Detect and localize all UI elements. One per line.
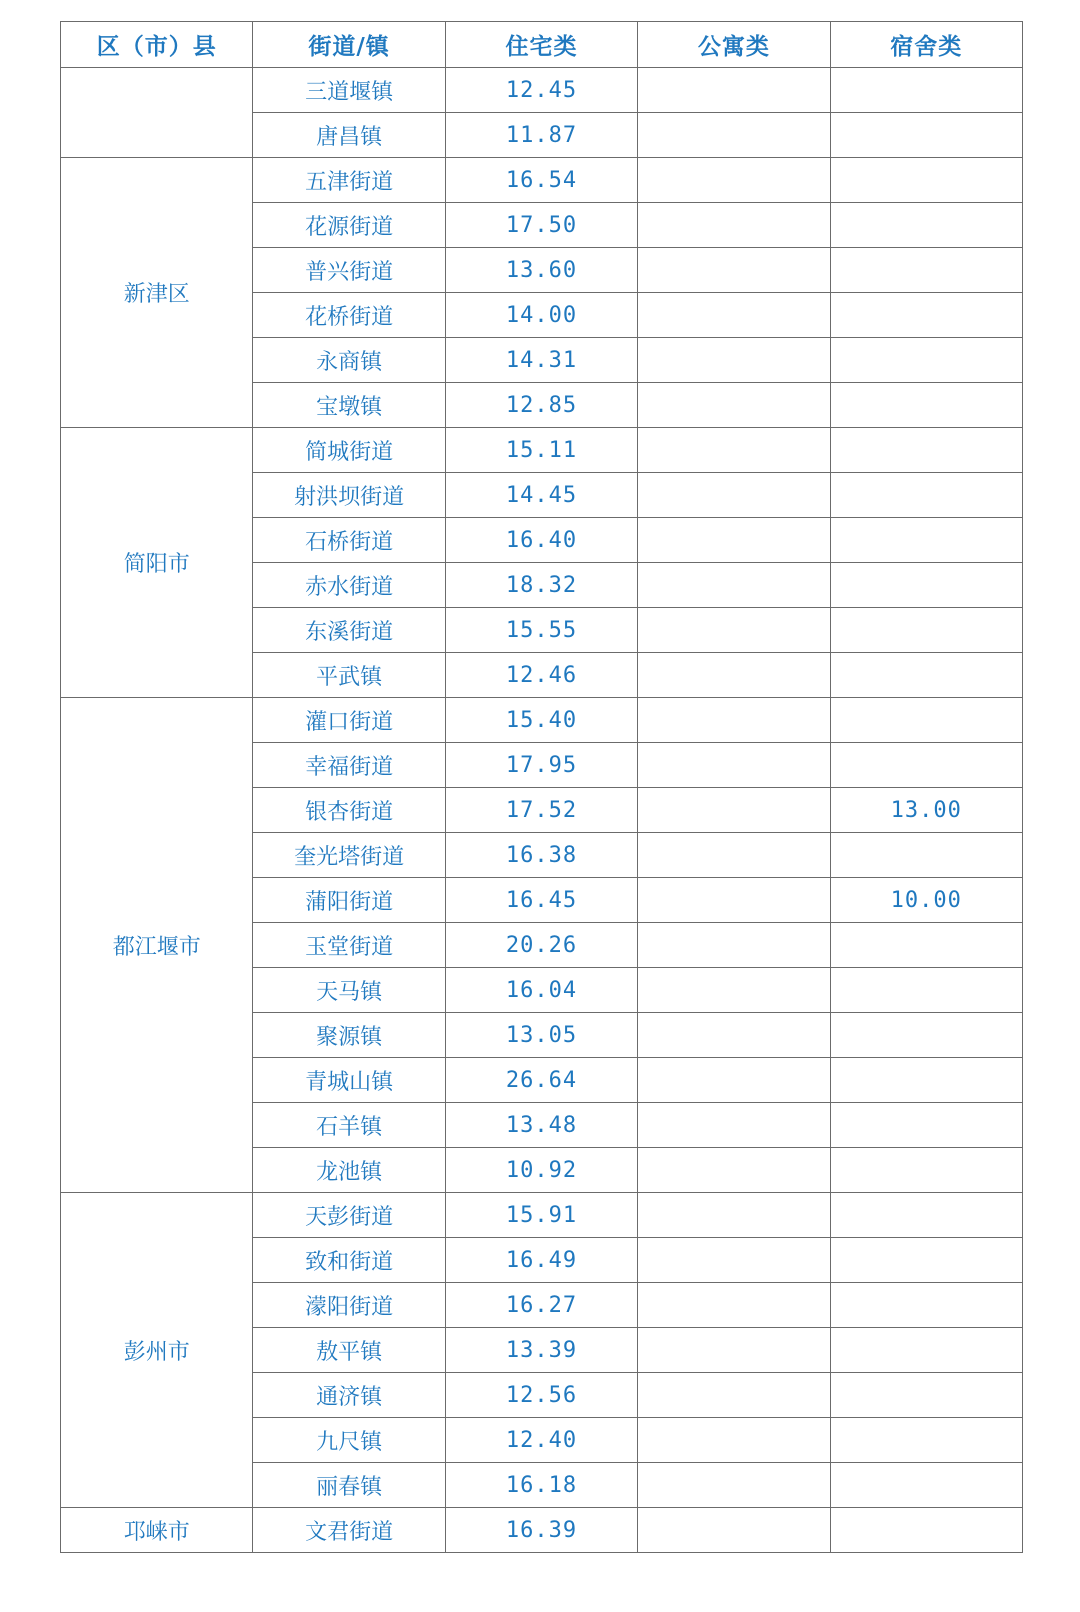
street-cell: 五津街道 [253, 158, 445, 203]
apartment-price-cell [638, 248, 830, 293]
apartment-price-cell [638, 1463, 830, 1508]
apartment-price-cell [638, 743, 830, 788]
dormitory-price-cell [830, 1463, 1022, 1508]
dormitory-price-cell [830, 1418, 1022, 1463]
apartment-price-cell [638, 1508, 830, 1553]
residential-price-cell: 12.46 [445, 653, 637, 698]
street-cell: 通济镇 [253, 1373, 445, 1418]
dormitory-price-cell [830, 1013, 1022, 1058]
apartment-price-cell [638, 428, 830, 473]
table-row [61, 1193, 1023, 1238]
dormitory-price-cell: 13.00 [830, 788, 1022, 833]
apartment-price-cell [638, 1283, 830, 1328]
dormitory-price-cell [830, 923, 1022, 968]
header-apartment: 公寓类 [638, 22, 830, 68]
dormitory-price-cell [830, 1283, 1022, 1328]
residential-price-cell: 16.18 [445, 1463, 637, 1508]
street-cell: 濛阳街道 [253, 1283, 445, 1328]
street-cell: 文君街道 [253, 1508, 445, 1553]
residential-price-cell: 16.38 [445, 833, 637, 878]
apartment-price-cell [638, 1373, 830, 1418]
rent-table-sheet [60, 21, 1022, 1553]
street-cell: 玉堂街道 [253, 923, 445, 968]
apartment-price-cell [638, 563, 830, 608]
street-cell: 花源街道 [253, 203, 445, 248]
dormitory-price-cell: 10.00 [830, 878, 1022, 923]
dormitory-price-cell [830, 698, 1022, 743]
dormitory-price-cell [830, 518, 1022, 563]
district-cell [61, 68, 253, 158]
residential-price-cell: 16.45 [445, 878, 637, 923]
apartment-price-cell [638, 113, 830, 158]
rent-price-table [60, 21, 1023, 1553]
street-cell: 敖平镇 [253, 1328, 445, 1373]
dormitory-price-cell [830, 1373, 1022, 1418]
apartment-price-cell [638, 698, 830, 743]
table-row [61, 158, 1023, 203]
residential-price-cell: 18.32 [445, 563, 637, 608]
residential-price-cell: 20.26 [445, 923, 637, 968]
header-residential: 住宅类 [445, 22, 637, 68]
dormitory-price-cell [830, 428, 1022, 473]
dormitory-price-cell [830, 473, 1022, 518]
street-cell: 平武镇 [253, 653, 445, 698]
street-cell: 丽春镇 [253, 1463, 445, 1508]
residential-price-cell: 16.04 [445, 968, 637, 1013]
table-row [61, 698, 1023, 743]
residential-price-cell: 12.40 [445, 1418, 637, 1463]
apartment-price-cell [638, 1418, 830, 1463]
residential-price-cell: 17.52 [445, 788, 637, 833]
district-cell: 都江堰市 [61, 698, 253, 1193]
district-cell: 邛崃市 [61, 1508, 253, 1553]
street-cell: 三道堰镇 [253, 68, 445, 113]
street-cell: 聚源镇 [253, 1013, 445, 1058]
apartment-price-cell [638, 293, 830, 338]
dormitory-price-cell [830, 203, 1022, 248]
apartment-price-cell [638, 788, 830, 833]
apartment-price-cell [638, 473, 830, 518]
apartment-price-cell [638, 518, 830, 563]
district-cell: 新津区 [61, 158, 253, 428]
dormitory-price-cell [830, 968, 1022, 1013]
dormitory-price-cell [830, 1103, 1022, 1148]
residential-price-cell: 15.11 [445, 428, 637, 473]
residential-price-cell: 14.45 [445, 473, 637, 518]
residential-price-cell: 13.60 [445, 248, 637, 293]
street-cell: 花桥街道 [253, 293, 445, 338]
district-cell: 彭州市 [61, 1193, 253, 1508]
apartment-price-cell [638, 158, 830, 203]
residential-price-cell: 15.40 [445, 698, 637, 743]
dormitory-price-cell [830, 293, 1022, 338]
residential-price-cell: 15.91 [445, 1193, 637, 1238]
apartment-price-cell [638, 1058, 830, 1103]
apartment-price-cell [638, 383, 830, 428]
street-cell: 奎光塔街道 [253, 833, 445, 878]
dormitory-price-cell [830, 563, 1022, 608]
table-body [61, 68, 1023, 1553]
dormitory-price-cell [830, 833, 1022, 878]
district-cell: 简阳市 [61, 428, 253, 698]
street-cell: 普兴街道 [253, 248, 445, 293]
dormitory-price-cell [830, 653, 1022, 698]
table-row [61, 68, 1023, 113]
street-cell: 蒲阳街道 [253, 878, 445, 923]
apartment-price-cell [638, 1013, 830, 1058]
residential-price-cell: 10.92 [445, 1148, 637, 1193]
apartment-price-cell [638, 1193, 830, 1238]
residential-price-cell: 15.55 [445, 608, 637, 653]
residential-price-cell: 12.56 [445, 1373, 637, 1418]
residential-price-cell: 26.64 [445, 1058, 637, 1103]
residential-price-cell: 16.40 [445, 518, 637, 563]
street-cell: 龙池镇 [253, 1148, 445, 1193]
residential-price-cell: 13.48 [445, 1103, 637, 1148]
street-cell: 九尺镇 [253, 1418, 445, 1463]
street-cell: 石桥街道 [253, 518, 445, 563]
residential-price-cell: 11.87 [445, 113, 637, 158]
dormitory-price-cell [830, 1193, 1022, 1238]
table-header [61, 22, 1023, 68]
residential-price-cell: 16.49 [445, 1238, 637, 1283]
dormitory-price-cell [830, 68, 1022, 113]
apartment-price-cell [638, 68, 830, 113]
street-cell: 天马镇 [253, 968, 445, 1013]
street-cell: 石羊镇 [253, 1103, 445, 1148]
dormitory-price-cell [830, 743, 1022, 788]
apartment-price-cell [638, 923, 830, 968]
residential-price-cell: 16.39 [445, 1508, 637, 1553]
dormitory-price-cell [830, 1238, 1022, 1283]
street-cell: 幸福街道 [253, 743, 445, 788]
dormitory-price-cell [830, 248, 1022, 293]
apartment-price-cell [638, 653, 830, 698]
street-cell: 灌口街道 [253, 698, 445, 743]
street-cell: 银杏街道 [253, 788, 445, 833]
dormitory-price-cell [830, 383, 1022, 428]
residential-price-cell: 16.54 [445, 158, 637, 203]
table-row [61, 1508, 1023, 1553]
dormitory-price-cell [830, 1328, 1022, 1373]
apartment-price-cell [638, 1148, 830, 1193]
apartment-price-cell [638, 608, 830, 653]
apartment-price-cell [638, 338, 830, 383]
header-district: 区（市）县 [61, 22, 253, 68]
residential-price-cell: 17.95 [445, 743, 637, 788]
street-cell: 唐昌镇 [253, 113, 445, 158]
residential-price-cell: 12.45 [445, 68, 637, 113]
residential-price-cell: 14.00 [445, 293, 637, 338]
street-cell: 天彭街道 [253, 1193, 445, 1238]
street-cell: 宝墩镇 [253, 383, 445, 428]
residential-price-cell: 14.31 [445, 338, 637, 383]
header-dormitory: 宿舍类 [830, 22, 1022, 68]
residential-price-cell: 13.39 [445, 1328, 637, 1373]
dormitory-price-cell [830, 608, 1022, 653]
apartment-price-cell [638, 1103, 830, 1148]
table-row [61, 428, 1023, 473]
dormitory-price-cell [830, 338, 1022, 383]
dormitory-price-cell [830, 1058, 1022, 1103]
street-cell: 东溪街道 [253, 608, 445, 653]
street-cell: 致和街道 [253, 1238, 445, 1283]
apartment-price-cell [638, 968, 830, 1013]
dormitory-price-cell [830, 158, 1022, 203]
street-cell: 简城街道 [253, 428, 445, 473]
street-cell: 射洪坝街道 [253, 473, 445, 518]
apartment-price-cell [638, 833, 830, 878]
dormitory-price-cell [830, 1508, 1022, 1553]
street-cell: 赤水街道 [253, 563, 445, 608]
dormitory-price-cell [830, 113, 1022, 158]
apartment-price-cell [638, 203, 830, 248]
street-cell: 永商镇 [253, 338, 445, 383]
header-street: 街道/镇 [253, 22, 445, 68]
dormitory-price-cell [830, 1148, 1022, 1193]
residential-price-cell: 16.27 [445, 1283, 637, 1328]
header-row [61, 22, 1023, 68]
residential-price-cell: 12.85 [445, 383, 637, 428]
street-cell: 青城山镇 [253, 1058, 445, 1103]
apartment-price-cell [638, 1328, 830, 1373]
residential-price-cell: 17.50 [445, 203, 637, 248]
apartment-price-cell [638, 878, 830, 923]
residential-price-cell: 13.05 [445, 1013, 637, 1058]
apartment-price-cell [638, 1238, 830, 1283]
